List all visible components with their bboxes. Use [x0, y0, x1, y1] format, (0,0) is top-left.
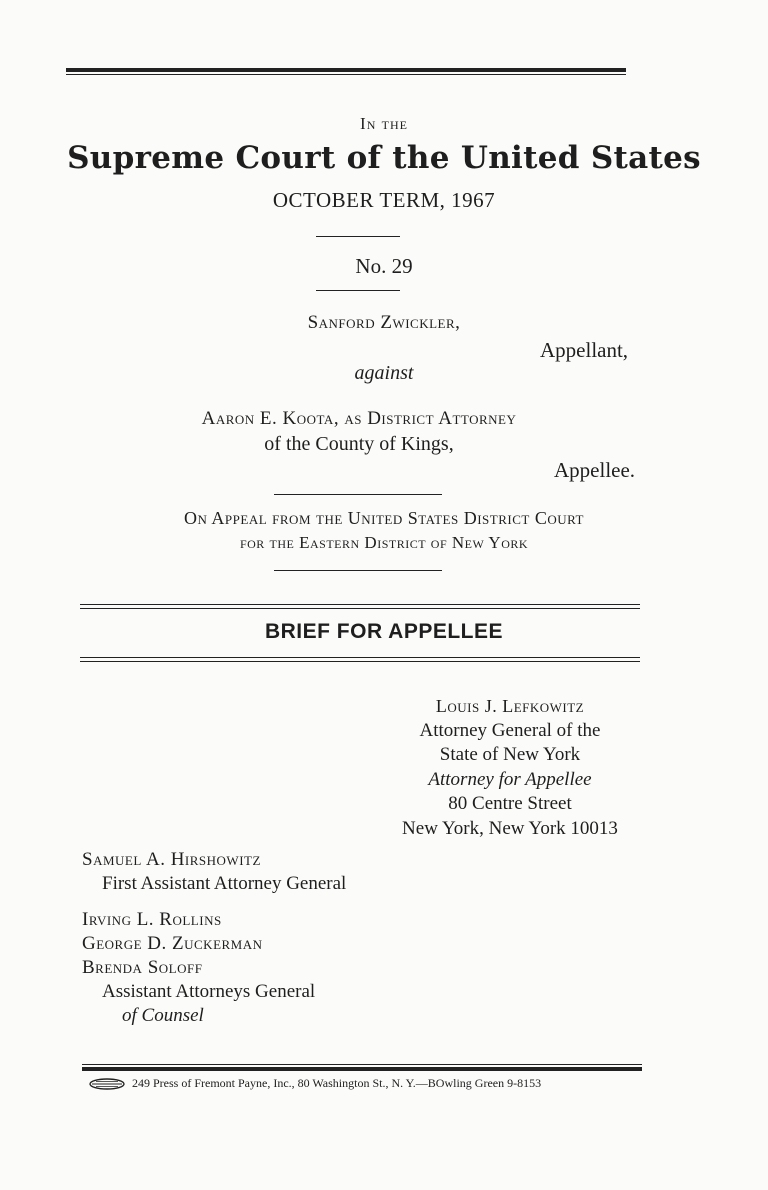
appellant-role: Appellant,: [540, 338, 629, 362]
docket-number: No. 29: [355, 254, 413, 278]
versus-label: against: [354, 362, 414, 384]
brief-rule-top-1: [80, 604, 640, 605]
printer-imprint: [88, 1076, 541, 1091]
attorney-block: [352, 694, 668, 841]
assistants-block: [82, 908, 315, 1028]
brief-title: BRIEF FOR APPELLEE: [264, 620, 504, 643]
attorney-title-line1: Attorney General of the: [419, 719, 601, 741]
term-label: OCTOBER TERM, 1967: [272, 188, 496, 212]
divider-short-2: [316, 290, 400, 291]
in-the-label: In the: [360, 114, 408, 133]
first-assistant-block: [82, 848, 346, 896]
appeal-line-2: for the Eastern District of New York: [239, 533, 529, 552]
bottom-rule-thick: [82, 1067, 642, 1071]
printer-logo-icon: [88, 1078, 126, 1090]
court-name: Supreme Court of the United States: [67, 140, 701, 176]
printer-text: 249 Press of Fremont Payne, Inc., 80 Washington St., N. Y.—BOwling Green 9-8153: [132, 1076, 542, 1090]
top-rule-thick: [66, 68, 626, 72]
assistant-name-2: George D. Zuckerman: [82, 933, 263, 954]
brief-rule-top-2: [80, 608, 640, 609]
bottom-rule-thin: [82, 1064, 642, 1065]
appellee-name: Aaron E. Koota, as District Attorney: [201, 408, 517, 429]
divider-mid-2: [274, 570, 442, 571]
appellee-county: of the County of Kings,: [264, 433, 454, 455]
brief-rule-bottom-2: [80, 661, 640, 662]
assistant-name-1: Irving L. Rollins: [82, 909, 222, 930]
appellee-role: Appellee.: [554, 458, 636, 482]
brief-rule-bottom-1: [80, 657, 640, 658]
appellant-name: Sanford Zwickler,: [307, 312, 461, 333]
attorney-title-line2: State of New York: [439, 744, 581, 765]
divider-mid-1: [274, 494, 442, 495]
first-assistant-name: Samuel A. Hirshowitz: [82, 849, 261, 870]
assistant-name-3: Brenda Soloff: [82, 957, 203, 978]
first-assistant-title: First Assistant Attorney General: [102, 873, 347, 894]
divider-short-1: [316, 236, 400, 237]
attorney-address-2: New York, New York 10013: [402, 817, 618, 839]
assistants-title: Assistant Attorneys General: [102, 981, 316, 1002]
attorney-address-1: 80 Centre Street: [448, 793, 572, 814]
attorney-role: Attorney for Appellee: [428, 768, 592, 790]
attorney-name: Louis J. Lefkowitz: [435, 696, 585, 716]
of-counsel-label: of Counsel: [122, 1005, 204, 1026]
top-rule-thin: [66, 74, 626, 75]
appeal-line-1: On Appeal from the United States District Court: [184, 508, 584, 528]
